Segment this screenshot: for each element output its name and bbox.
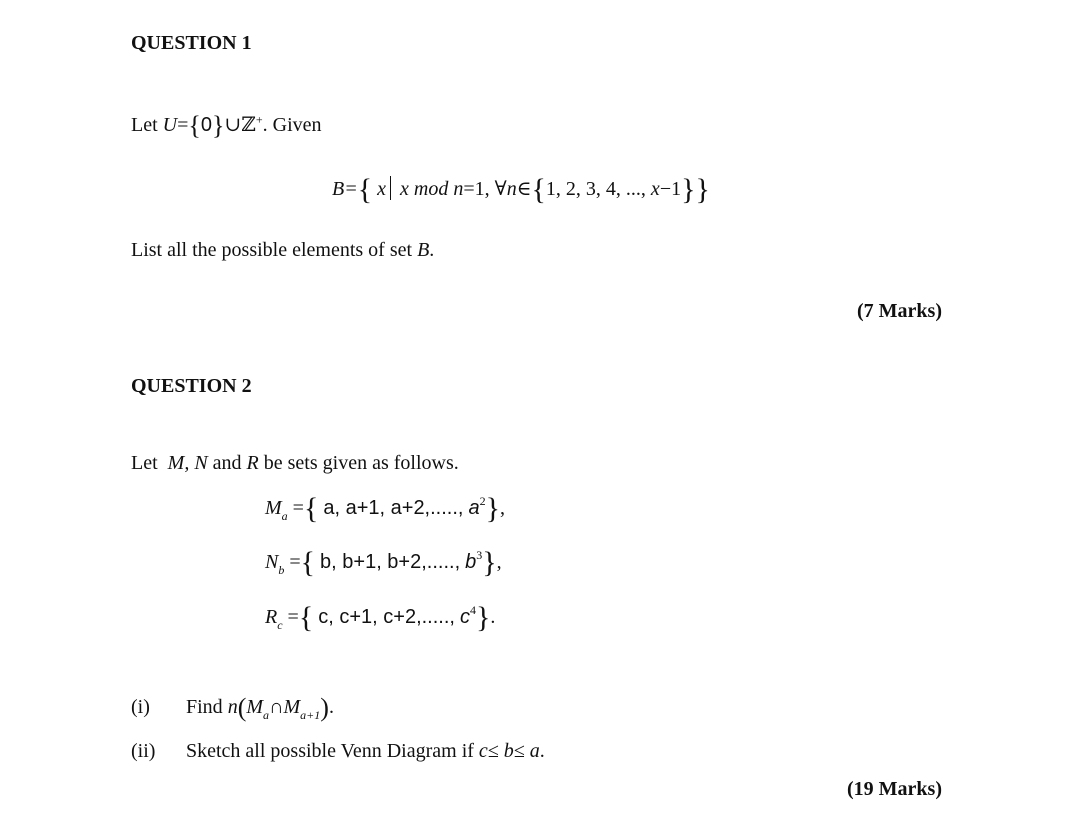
q1-b-x: x: [377, 178, 387, 200]
q2-n-open: {: [300, 546, 316, 579]
q1-intro: [131, 112, 322, 139]
q2-part-i-text: Find: [186, 696, 223, 718]
q1-b-lhs: B=: [332, 178, 358, 200]
q1-b-forall: ∀: [494, 178, 507, 200]
q2-intro-rest: be sets given as follows.: [263, 452, 459, 474]
q1-task-var: B: [417, 239, 430, 261]
q2-part-i-end: .: [328, 696, 334, 718]
q2-m-sup: 2: [479, 494, 486, 508]
q2-part-i-cap: ∩: [269, 696, 284, 718]
question-1-title: QUESTION 1: [131, 32, 252, 54]
q2-m-open: {: [303, 492, 319, 525]
q2-m-last: a: [468, 497, 480, 519]
q2-part-ii-end: .: [539, 740, 545, 762]
q1-u-open: {: [188, 111, 201, 140]
q2-part-ii-text: Sketch all possible Venn Diagram if: [186, 740, 474, 762]
q2-marks: (19 Marks): [847, 778, 942, 800]
q1-b-divider: [390, 176, 391, 200]
q2-n-body: b, b+1, b+2,.....,: [320, 551, 461, 573]
q2-n-close: }: [482, 546, 497, 579]
q2-part-i-close: ): [320, 693, 329, 722]
q2-n-sub: b: [278, 563, 285, 577]
q2-part-i-m2: M: [283, 696, 301, 718]
q2-m-sub: a: [281, 509, 288, 523]
q2-m-close: }: [485, 492, 500, 525]
q2-r-lhs: R: [265, 606, 278, 628]
q1-zplus-sup: +: [255, 112, 263, 127]
q1-u-close: }: [212, 111, 225, 140]
q1-b-open-brace: {: [357, 173, 373, 206]
q2-part-ii-label: (ii): [131, 740, 156, 762]
q1-b-inner: 1, 2, 3, 4, ...,: [545, 178, 646, 200]
q2-part-i-label: (i): [131, 696, 150, 718]
q2-r-sub: c: [277, 618, 283, 632]
q2-n-sup: 3: [476, 548, 483, 562]
q2-intro-vars: M, N: [167, 452, 208, 474]
q2-part-i-open: (: [237, 693, 247, 722]
q2-intro-r: R: [246, 452, 259, 474]
q2-n-last: b: [465, 551, 477, 573]
q2-set-r: [265, 603, 495, 633]
q2-n-end: ,: [496, 551, 502, 573]
q1-task-text: List all the possible elements of set: [131, 239, 413, 261]
q2-m-eq: =: [292, 497, 304, 519]
q1-b-cond2: =1,: [463, 178, 490, 200]
q1-zplus: ℤ: [241, 114, 256, 136]
q1-intro-given: . Given: [262, 114, 322, 136]
q1-u-val: 0: [200, 114, 212, 136]
q2-part-i-sub1: a: [263, 708, 270, 722]
q2-r-close: }: [475, 601, 491, 634]
q1-b-inner-close: }: [681, 173, 696, 206]
q1-b-inner-tail: −1: [659, 178, 682, 200]
q2-intro: [131, 452, 459, 475]
q1-b-close-brace: }: [695, 173, 710, 206]
q1-marks: (7 Marks): [857, 300, 942, 322]
q1-union: ∪: [224, 114, 242, 136]
q2-part-ii-cond: c≤ b≤ a: [478, 740, 540, 762]
q2-n-eq: =: [289, 551, 301, 573]
q2-m-lhs: M: [265, 497, 282, 519]
q2-r-end: .: [490, 606, 496, 628]
q2-set-n: [265, 548, 502, 578]
q1-u-var: U: [162, 114, 178, 136]
q2-part-i: [131, 695, 334, 721]
q1-b-inner-x: x: [650, 178, 660, 200]
q2-part-i-sub2: a+1: [300, 708, 321, 722]
q1-set-b-definition: [332, 175, 710, 205]
q1-b-n: n: [453, 178, 464, 200]
q1-u-eq: =: [177, 114, 189, 136]
q2-set-m: [265, 494, 505, 524]
q2-part-ii: [131, 740, 545, 763]
q1-intro-let: Let: [131, 114, 158, 136]
q2-part-i-n: n: [227, 696, 238, 718]
q2-n-lhs: N: [265, 551, 279, 573]
q2-r-open: {: [298, 601, 314, 634]
q2-intro-and: and: [212, 452, 242, 474]
q1-b-in: n∈: [506, 178, 532, 200]
q2-m-end: ,: [500, 497, 505, 519]
q2-r-body: c, c+1, c+2,.....,: [318, 606, 455, 628]
q1-task-end: .: [429, 239, 435, 261]
q1-b-cond: x mod: [400, 178, 449, 200]
q2-r-last: c: [459, 606, 470, 628]
q2-r-sup: 4: [469, 603, 476, 617]
q1-b-inner-open: {: [531, 173, 546, 206]
q2-r-eq: =: [287, 606, 299, 628]
q2-m-body: a, a+1, a+2,.....,: [323, 497, 464, 519]
question-2-title: QUESTION 2: [131, 375, 252, 397]
q2-intro-let: Let: [131, 452, 158, 474]
q2-part-i-m1: M: [246, 696, 264, 718]
q1-task: [131, 239, 434, 262]
